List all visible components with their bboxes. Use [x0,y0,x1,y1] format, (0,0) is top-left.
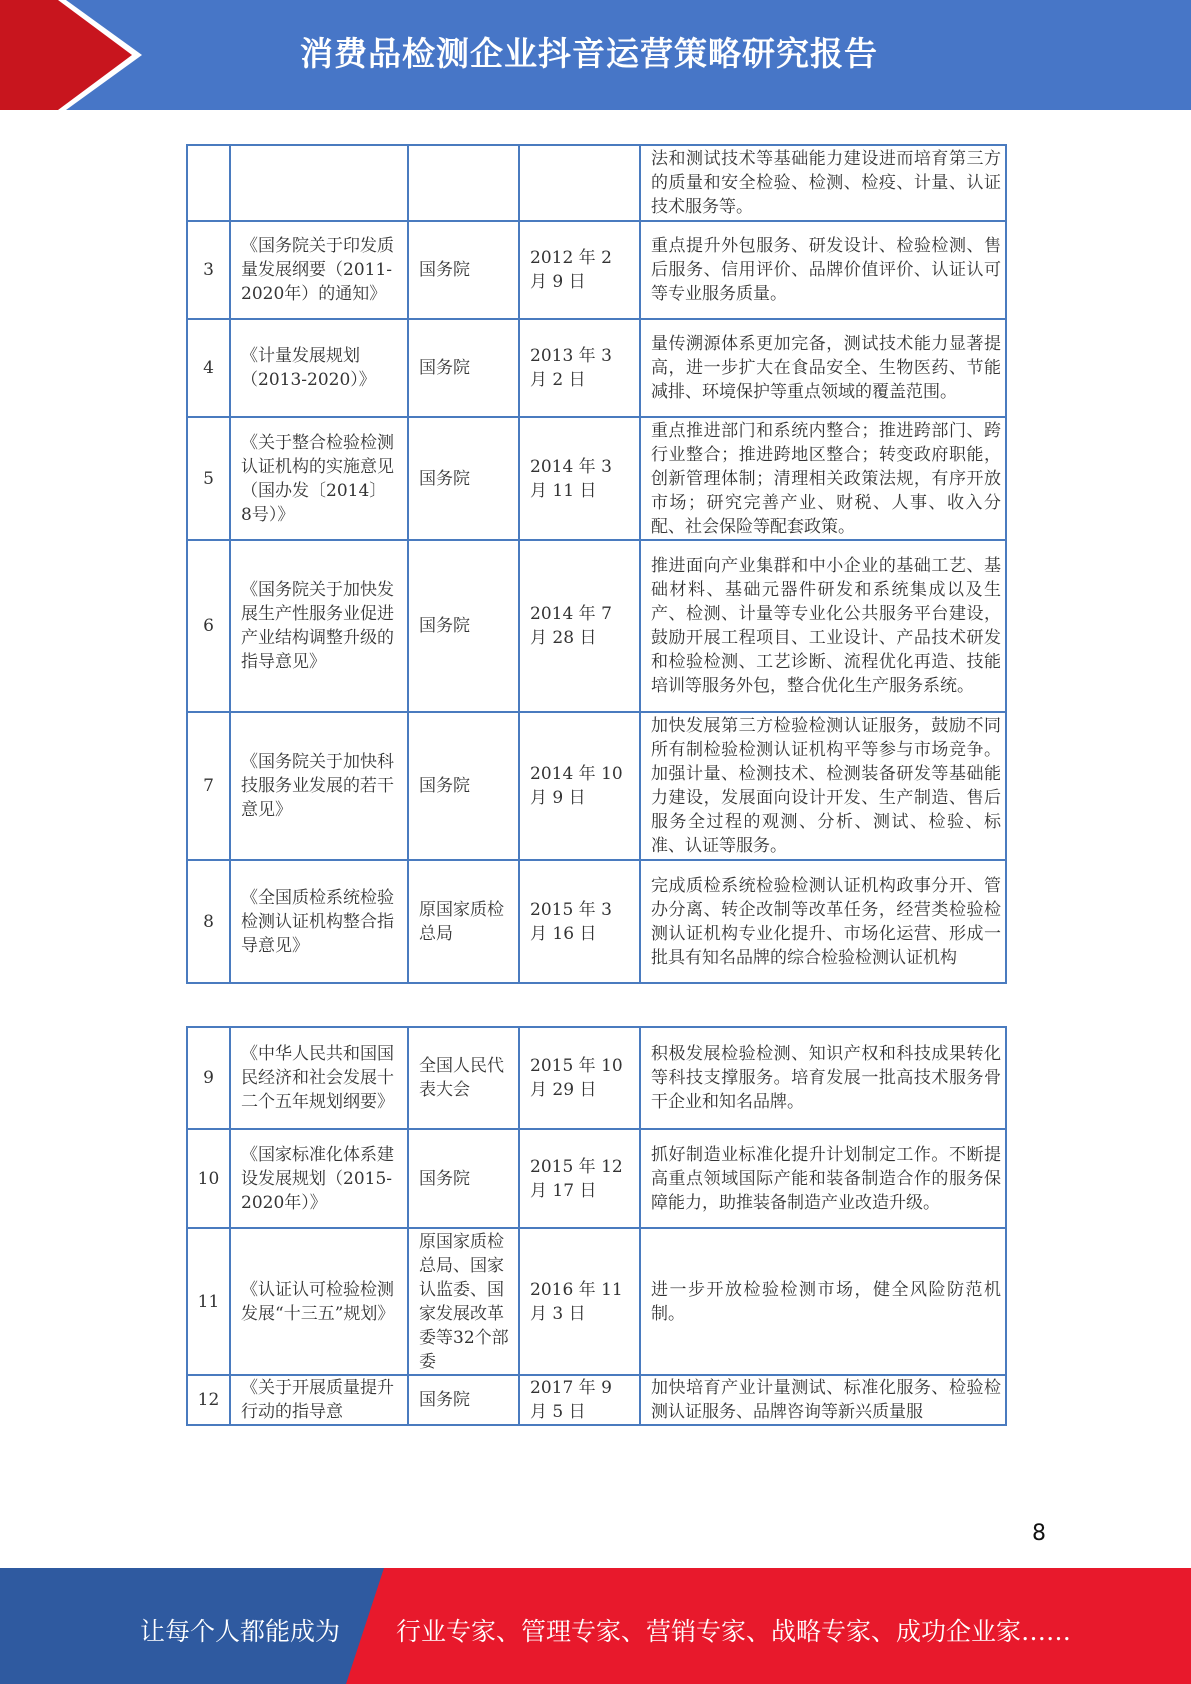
row-number-cell: 3 [187,221,230,319]
issuing-authority-cell: 原国家质检总局、国家认监委、国家发展改革委等32个部委 [408,1228,519,1375]
issuing-authority-cell: 国务院 [408,417,519,540]
issuing-authority-cell: 原国家质检总局 [408,860,519,983]
issue-date-cell: 2015 年 10 月 29 日 [519,1027,640,1129]
policy-table-2 [186,1026,1007,1426]
row-number-cell: 8 [187,860,230,983]
policy-content-cell: 重点提升外包服务、研发设计、检验检测、售后服务、信用评价、品牌价值评价、认证认可等专业服务质量。 [640,221,1006,319]
page-number: 8 [1032,1521,1046,1546]
policy-table-2-body [187,1027,1006,1425]
policy-table-1 [186,144,1007,984]
issuing-authority-cell: 国务院 [408,221,519,319]
policy-content-cell: 加快培育产业计量测试、标准化服务、检验检测认证服务、品牌咨询等新兴质量服 [640,1375,1006,1425]
table-row [187,417,1006,540]
issue-date-cell: 2013 年 3 月 2 日 [519,319,640,417]
policy-name-cell: 《计量发展规划（2013-2020）》 [230,319,408,417]
report-header [0,0,1191,110]
policy-content-cell: 重点推进部门和系统内整合；推进跨部门、跨行业整合；推进跨地区整合；转变政府职能，创新管理体制；清理相关政策法规，有序开放市场；研究完善产业、财税、人事、收入分配、社会保险等配套政策。 [640,417,1006,540]
footer-slogan-right: 行业专家、管理专家、营销专家、战略专家、成功企业家…… [396,1617,1072,1646]
policy-name-cell [230,145,408,221]
row-number-cell [187,145,230,221]
table-row [187,860,1006,983]
policy-content-cell: 加快发展第三方检验检测认证服务，鼓励不同所有制检验检测认证机构平等参与市场竞争。加强计量、检测技术、检测装备研发等基础能力建设，发展面向设计开发、生产制造、售后服务全过程的观测、分析、测试、检验、标准、认证等服务。 [640,712,1006,860]
issue-date-cell: 2015 年 12 月 17 日 [519,1129,640,1228]
row-number-cell: 7 [187,712,230,860]
issuing-authority-cell [408,145,519,221]
table-row [187,1375,1006,1425]
policy-name-cell: 《国家标准化体系建设发展规划（2015-2020年）》 [230,1129,408,1228]
policy-content-cell: 量传溯源体系更加完备，测试技术能力显著提高，进一步扩大在食品安全、生物医药、节能减排、环境保护等重点领域的覆盖范围。 [640,319,1006,417]
row-number-cell: 9 [187,1027,230,1129]
policy-name-cell: 《国务院关于加快科技服务业发展的若干意见》 [230,712,408,860]
report-footer [0,1568,1191,1684]
issue-date-cell: 2017 年 9 月 5 日 [519,1375,640,1425]
policy-table-1-body [187,145,1006,983]
footer-slogan-left: 让每个人都能成为 [140,1617,341,1646]
issuing-authority-cell: 国务院 [408,1375,519,1425]
table-row [187,1129,1006,1228]
row-number-cell: 6 [187,540,230,712]
table-row [187,712,1006,860]
issuing-authority-cell: 国务院 [408,540,519,712]
row-number-cell: 12 [187,1375,230,1425]
policy-name-cell: 《国务院关于加快发展生产性服务业促进产业结构调整升级的指导意见》 [230,540,408,712]
policy-name-cell: 《全国质检系统检验检测认证机构整合指导意见》 [230,860,408,983]
policy-content-cell: 抓好制造业标准化提升计划制定工作。不断提高重点领域国际产能和装备制造合作的服务保障能力，助推装备制造产业改造升级。 [640,1129,1006,1228]
issue-date-cell: 2016 年 11 月 3 日 [519,1228,640,1375]
table-row [187,221,1006,319]
policy-content-cell: 法和测试技术等基础能力建设进而培育第三方的质量和安全检验、检测、检疫、计量、认证技术服务等。 [640,145,1006,221]
policy-content-cell: 进一步开放检验检测市场，健全风险防范机制。 [640,1228,1006,1375]
policy-name-cell: 《关于整合检验检测认证机构的实施意见（国办发〔2014〕8号）》 [230,417,408,540]
table-row [187,1027,1006,1129]
row-number-cell: 10 [187,1129,230,1228]
row-number-cell: 11 [187,1228,230,1375]
issuing-authority-cell: 全国人民代表大会 [408,1027,519,1129]
issue-date-cell: 2014 年 3 月 11 日 [519,417,640,540]
policy-name-cell: 《中华人民共和国国民经济和社会发展十二个五年规划纲要》 [230,1027,408,1129]
policy-content-cell: 积极发展检验检测、知识产权和科技成果转化等科技支撑服务。培育发展一批高技术服务骨干企业和知名品牌。 [640,1027,1006,1129]
issue-date-cell: 2014 年 7 月 28 日 [519,540,640,712]
table-row [187,540,1006,712]
row-number-cell: 5 [187,417,230,540]
policy-name-cell: 《关于开展质量提升行动的指导意 [230,1375,408,1425]
report-title: 消费品检测企业抖音运营策略研究报告 [300,34,878,73]
policy-content-cell: 完成质检系统检验检测认证机构政事分开、管办分离、转企改制等改革任务，经营类检验检测认证机构专业化提升、市场化运营、形成一批具有知名品牌的综合检验检测认证机构 [640,860,1006,983]
issue-date-cell: 2015 年 3 月 16 日 [519,860,640,983]
issue-date-cell [519,145,640,221]
issue-date-cell: 2014 年 10 月 9 日 [519,712,640,860]
issue-date-cell: 2012 年 2 月 9 日 [519,221,640,319]
issuing-authority-cell: 国务院 [408,712,519,860]
policy-name-cell: 《认证认可检验检测发展“十三五”规划》 [230,1228,408,1375]
red-chevron-shape [0,0,150,110]
table-row [187,319,1006,417]
policy-content-cell: 推进面向产业集群和中小企业的基础工艺、基础材料、基础元器件研发和系统集成以及生产、检测、计量等专业化公共服务平台建设，鼓励开展工程项目、工业设计、产品技术研发和检验检测、工艺诊断、流程优化再造、技能培训等服务外包，整合优化生产服务系统。 [640,540,1006,712]
policy-name-cell: 《国务院关于印发质量发展纲要（2011-2020年）的通知》 [230,221,408,319]
table-row [187,145,1006,221]
issuing-authority-cell: 国务院 [408,319,519,417]
row-number-cell: 4 [187,319,230,417]
table-row [187,1228,1006,1375]
issuing-authority-cell: 国务院 [408,1129,519,1228]
